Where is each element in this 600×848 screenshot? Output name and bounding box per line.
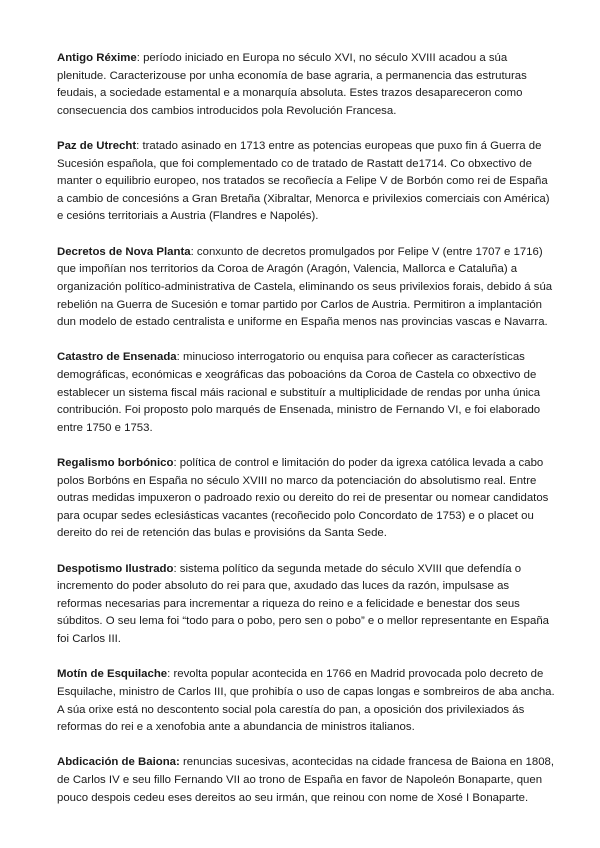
glossary-definition: política de control e limitación do poder da igrexa católica levada a cabo polos Borbóns en España no século XVIII no marco da potenciación do absolutismo real. Entre outras medidas impuxeron o padroado rexio ou dereito do rei de presentar ou nomear candidatos para ocupar sedes eclesiásticas vacantes (recoñecido polo Concordato de 1753) e o placet ou dereito do rei de retención das bulas e provisións da Santa Sede.: [57, 457, 549, 540]
glossary-definition: renuncias sucesivas, acontecidas na cidade francesa de Baiona en 1808, de Carlos IV e seu fillo Fernando VII ao trono de España en favor de Napoleón Bonaparte, quen pouco despois cedeu eses dereitos ao seu irmán, que reinou con nome de Xosé I Bonaparte.: [57, 756, 555, 804]
term-separator: :: [190, 245, 194, 258]
glossary-definition: tratado asinado en 1713 entre as potencias europeas que puxo fin á Guerra de Sucesión española, que foi complementado co de tratado de Rastatt de1714. Co obxectivo de manter o equilibrio europeo, nos tratados se recoñecía a Felipe V de Borbón como rei de España a cambio de concesións a Gran Bretaña (Xibraltar, Menorca e privilexios comerciais con América) e cesións territoriais a Austria (Flandres e Napolés).: [57, 140, 550, 223]
glossary-definition: sistema político da segunda metade do século XVIII que defendía o incremento do poder absoluto do rei para que, axudado das luces da razón, impulsase as reformas necesarias para incrementar a riqueza do reino e a felicidade e benestar dos seus súbditos. O seu lema foi “todo para o pobo, pero sen o pobo” e o mellor representante en España foi Carlos III.: [57, 562, 550, 646]
glossary-definition: revolta popular acontecida en 1766 en Madrid provocada polo decreto de Esquilache, ministro de Carlos III, que prohibía o uso de capas longas e sombreiros de aba ancha. A súa orixe está no descontento social pola carestía do pan, a oposición dos privilexiados ás reformas do rei e a xenofobia ante a abundancia de ministros italianos.: [57, 668, 555, 734]
glossary-entry-decretos-nova-planta: [57, 244, 555, 332]
glossary-definition: conxunto de decretos promulgados por Felipe V (entre 1707 e 1716) que impoñían nos territorios da Coroa de Aragón (Aragón, Valencia, Mallorca e Cataluña) a organización político-administrativa de Castela, eliminando os seus privilexios forais, debido á súa rebelión na Guerra de Sucesión e tomar partido por Carlos de Austria. Permitiron a implantación dun modelo de estado centralista e uniforme en España menos nas provincias vascas e Navarra.: [57, 245, 553, 329]
glossary-term: Catastro de Ensenada: [57, 351, 177, 364]
glossary-term: Abdicación de Baiona:: [57, 756, 180, 769]
term-separator: :: [136, 52, 140, 64]
glossary-entry-abdicacion-baiona: [57, 754, 555, 807]
glossary-definition: período iniciado en Europa no século XVI, no século XVIII acadou a súa plenitude. Caracterizouse por unha economía de base agraria, a permanencia das estruturas feudais, a sociedade estamental e a monarquía absoluta. Estes trazos desapareceron como consecuencia dos cambios introducidos pola Revolución Francesa.: [57, 52, 527, 117]
glossary-entry-regalismo-borbonico: [57, 455, 555, 543]
term-separator: :: [136, 140, 140, 153]
glossary-term: Regalismo borbónico: [57, 457, 174, 470]
glossary-definition: minucioso interrogatorio ou enquisa para coñecer as características demográficas, económicas e xeográficas das poboacións da Coroa de Castela co obxectivo de establecer un sistema fiscal máis racional e substituír a multiplicidade de rendas por unha única contribución. Foi proposto polo marqués de Ensenada, ministro de Fernando VI, e foi elaborado entre 1750 e 1753.: [57, 351, 541, 434]
term-separator: :: [167, 668, 171, 681]
glossary-entry-catastro-ensenada: [57, 349, 555, 437]
glossary-term: Motín de Esquilache: [57, 668, 168, 681]
glossary-term: Despotismo Ilustrado: [57, 562, 174, 575]
glossary-entry-motin-esquilache: [57, 666, 555, 736]
glossary-entry-antigo-rexime: [57, 50, 555, 120]
term-separator: :: [176, 351, 180, 364]
glossary-page: [57, 50, 555, 825]
glossary-term: Antigo Réxime: [57, 52, 137, 64]
term-separator: :: [173, 457, 177, 470]
term-separator: :: [173, 562, 177, 575]
glossary-term: Paz de Utrecht: [57, 140, 137, 153]
glossary-entry-despotismo-ilustrado: [57, 561, 555, 649]
glossary-term: Decretos de Nova Planta: [57, 245, 191, 258]
glossary-entry-paz-de-utrecht: [57, 138, 555, 226]
